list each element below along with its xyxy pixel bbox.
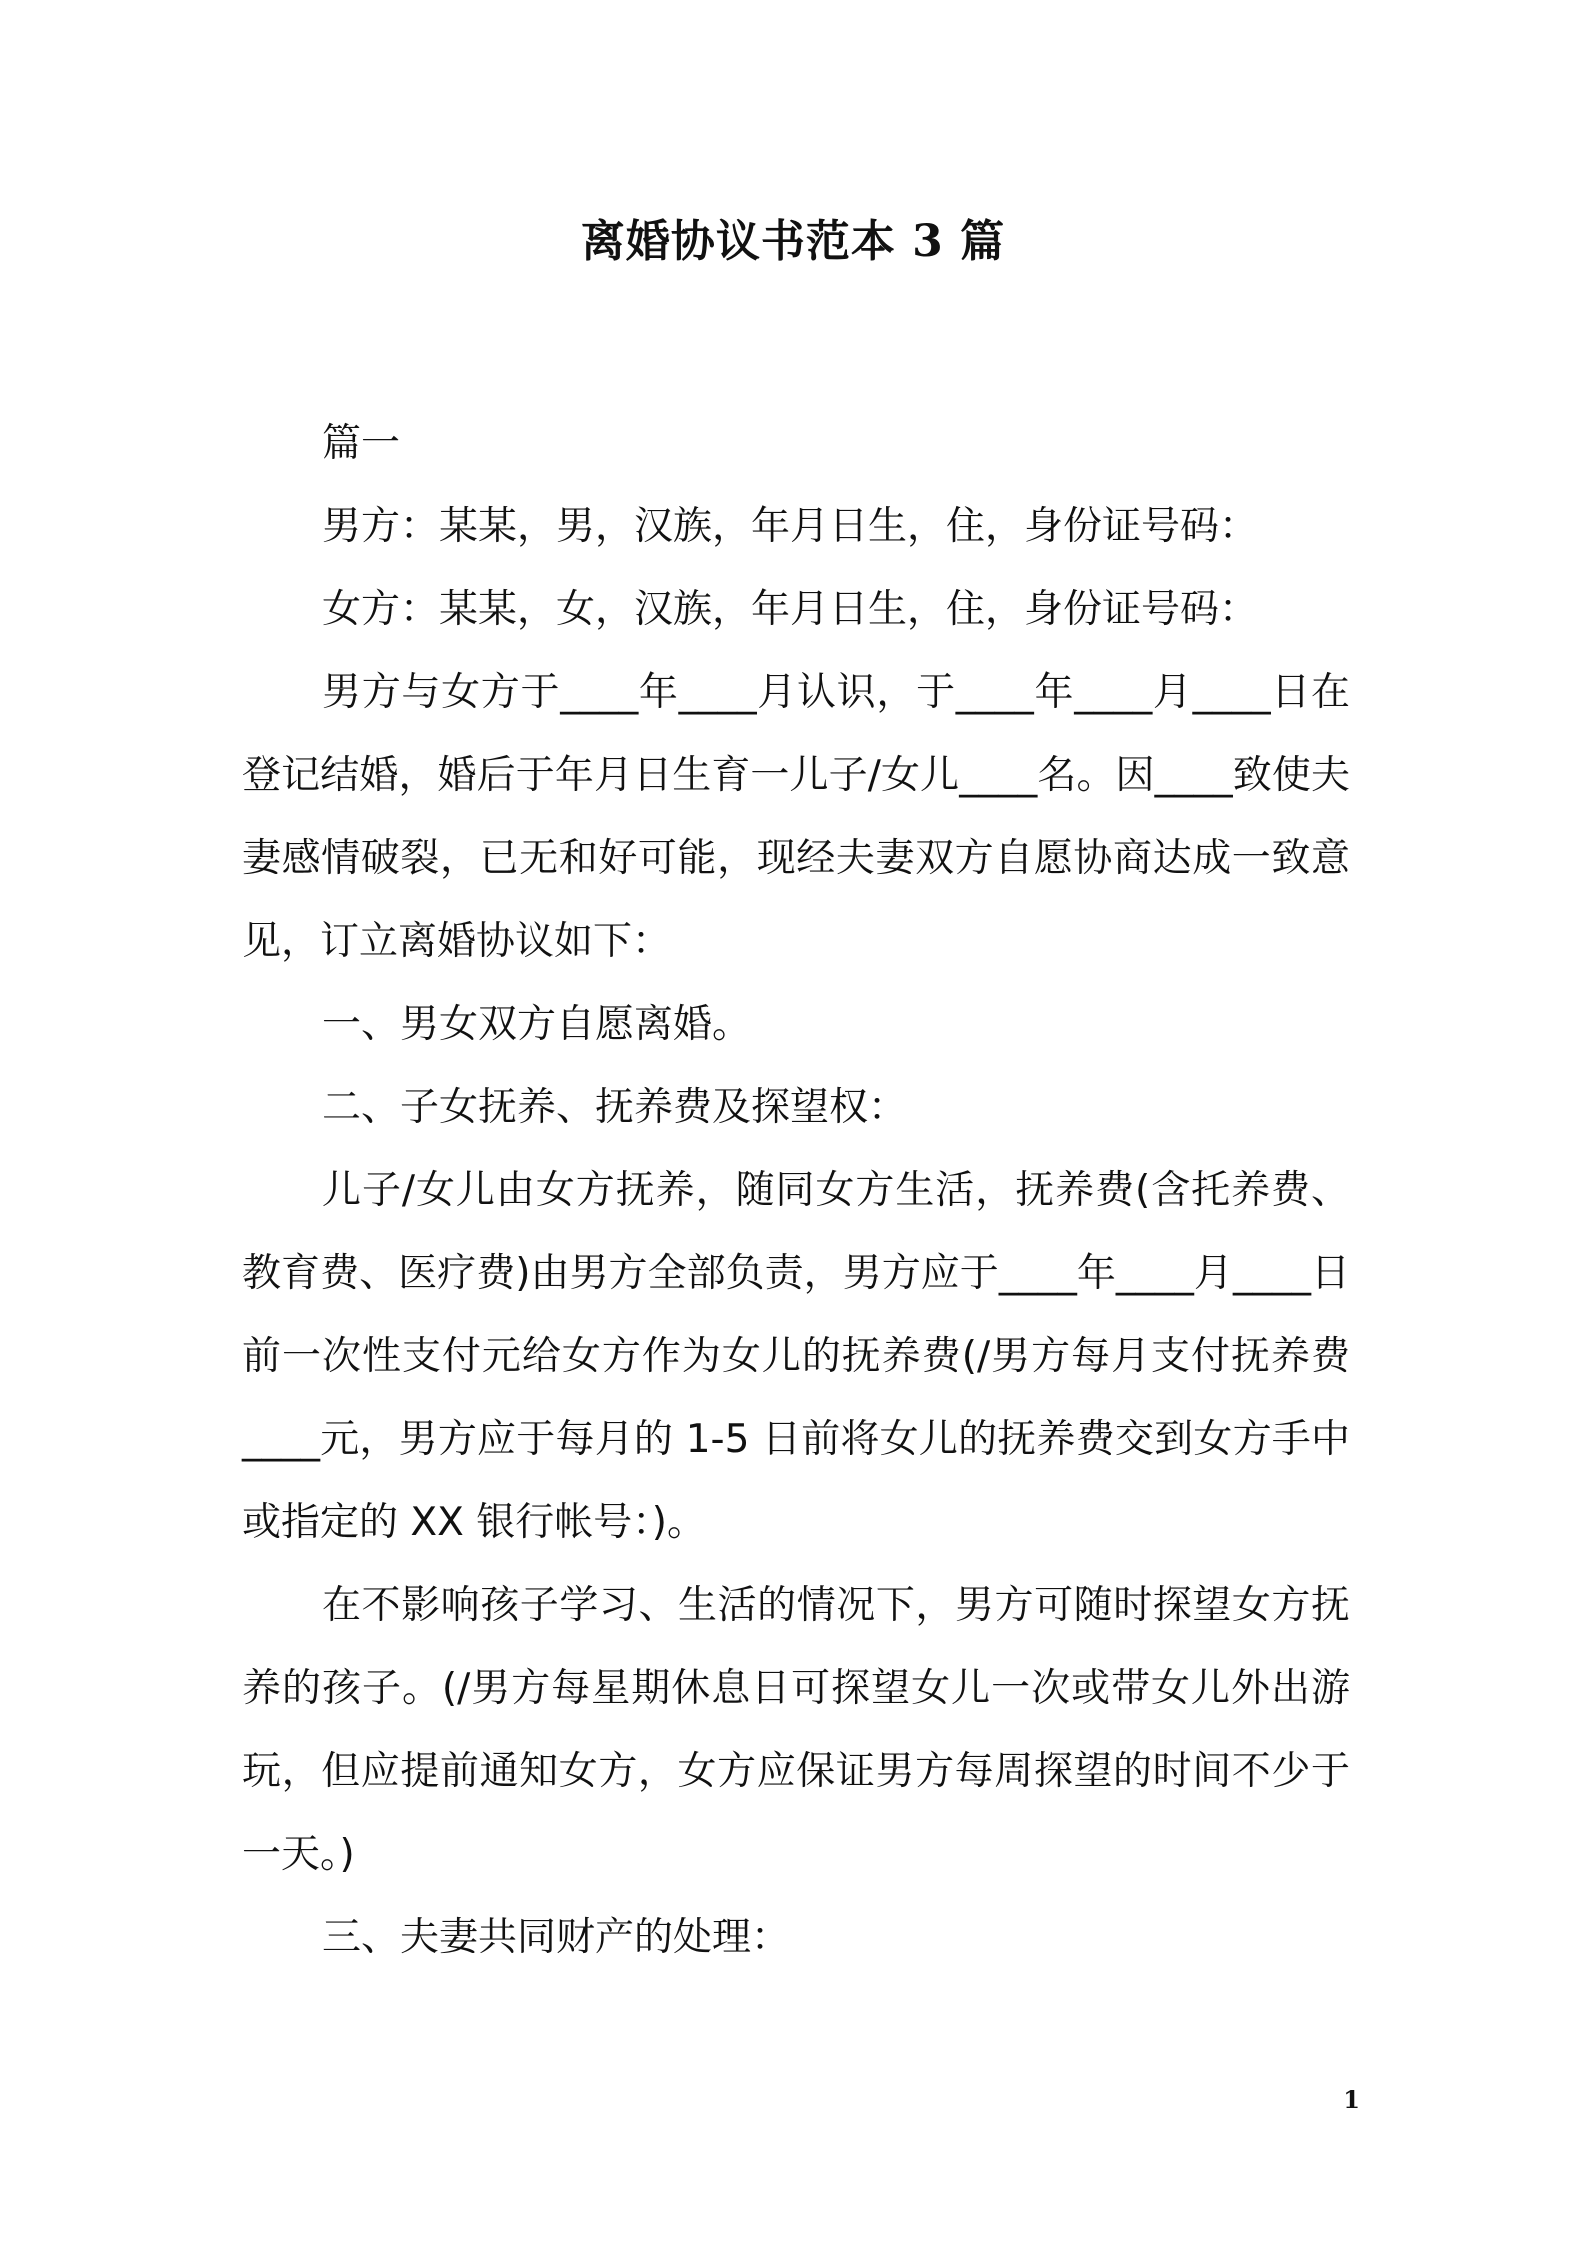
page-number: 1 bbox=[1343, 2085, 1360, 2114]
female-party-info: 女方：某某，女，汉族，年月日生，住，身份证号码： bbox=[322, 587, 1259, 632]
clause-two-heading: 二、子女抚养、抚养费及探望权： bbox=[322, 1085, 908, 1130]
document-title: 离婚协议书范本 3 篇 bbox=[580, 216, 1006, 267]
marriage-background-paragraph: 男方与女方于____年____月认识，于____年____月____日在登记结婚，婚后于年月日生育一儿子/女儿____名。因____致使夫妻感情破裂，已无和好可能，现经夫妻双方自愿协商达成一致意见，订立离婚协议如下： bbox=[242, 670, 1350, 964]
document-body bbox=[242, 402, 1350, 1979]
male-party-info: 男方：某某，男，汉族，年月日生，住，身份证号码： bbox=[322, 504, 1259, 549]
section-heading-part-one: 篇一 bbox=[322, 421, 401, 466]
visitation-paragraph: 在不影响孩子学习、生活的情况下，男方可随时探望女方抚养的孩子。(/男方每星期休息日可探望女儿一次或带女儿外出游玩，但应提前通知女方，女方应保证男方每周探望的时间不少于一天。) bbox=[242, 1583, 1350, 1877]
child-support-paragraph: 儿子/女儿由女方抚养，随同女方生活，抚养费(含托养费、教育费、医疗费)由男方全部负责，男方应于____年____月____日前一次性支付元给女方作为女儿的抚养费(/男方每月支付抚养费____元，男方应于每月的 1-5 日前将女儿的抚养费交到女方手中或指定的 XX 银行帐号：)。 bbox=[242, 1168, 1350, 1545]
clause-three-heading: 三、夫妻共同财产的处理： bbox=[322, 1915, 791, 1960]
clause-one: 一、男女双方自愿离婚。 bbox=[322, 1002, 752, 1047]
